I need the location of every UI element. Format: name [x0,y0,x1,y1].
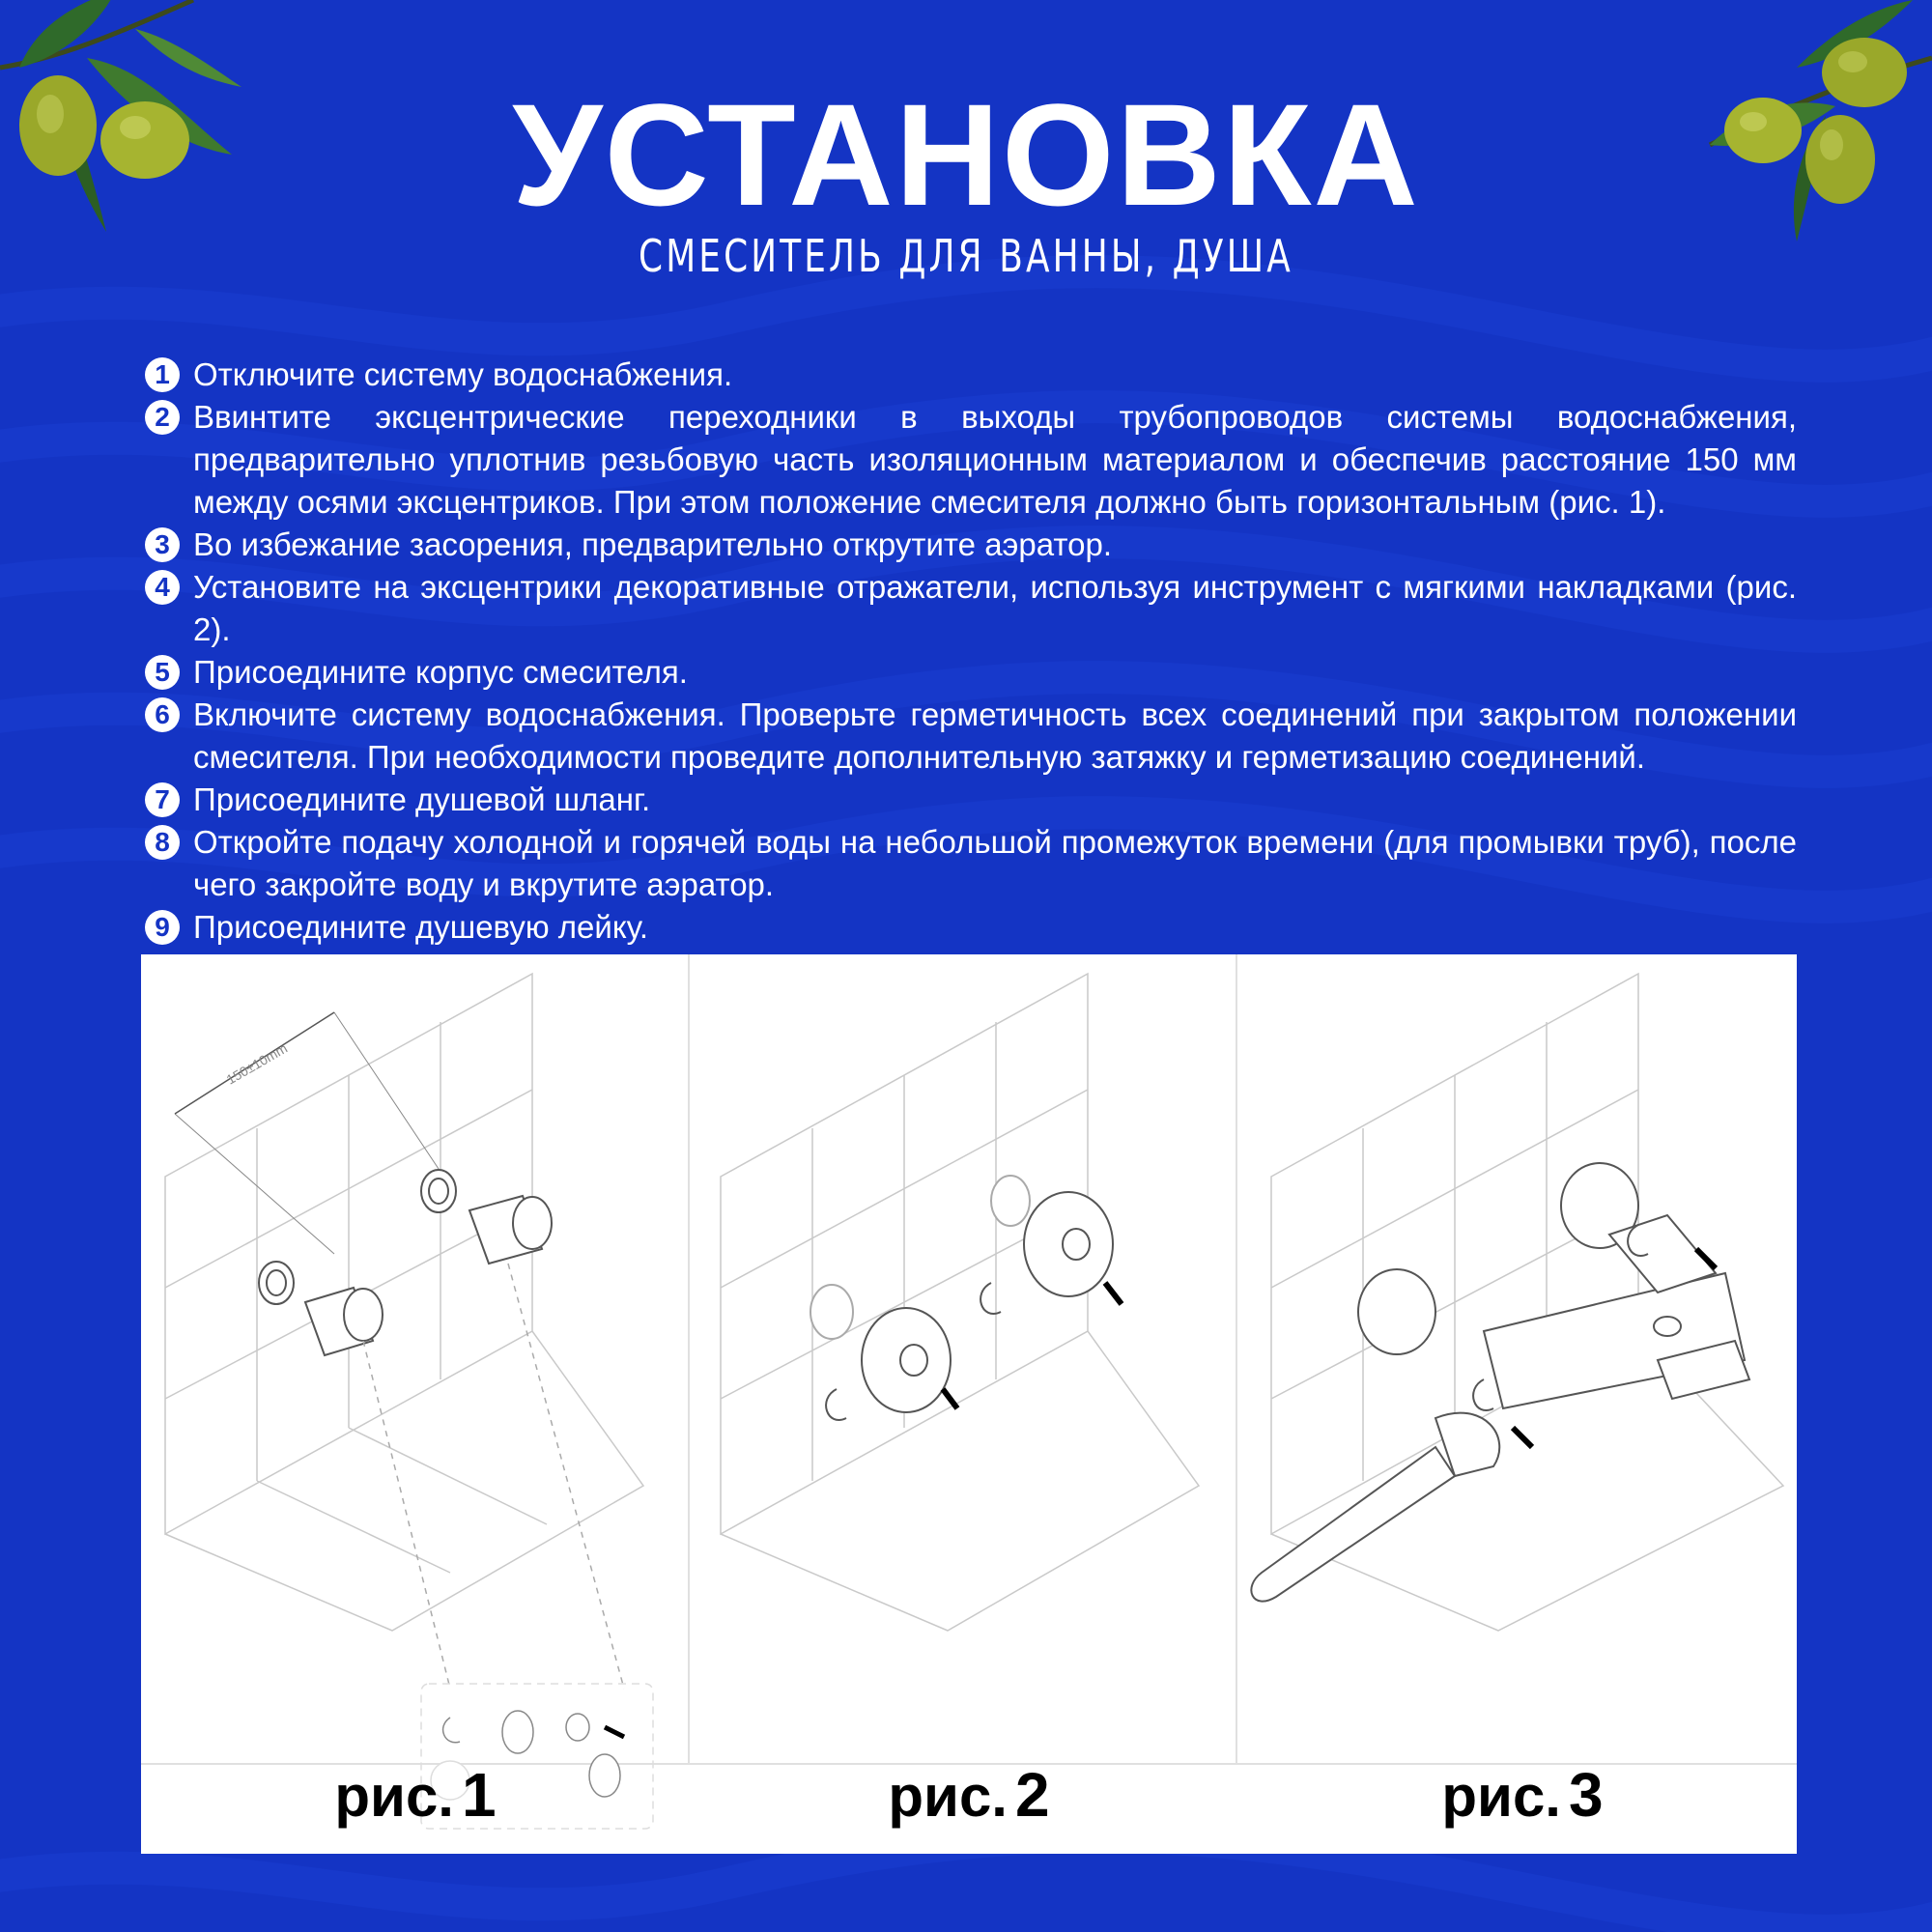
fig2-diagram [721,974,1199,1631]
step-text: Откройте подачу холодной и горячей воды на небольшой промежуток времени (для промывки труб), после чего закройте воду и вкрутите аэратор. [193,824,1797,902]
list-item [145,524,1797,566]
steps-list [145,354,1797,949]
list-item [145,651,1797,694]
figures-panel [141,954,1797,1854]
list-item [145,694,1797,779]
fig2-caption-number: 2 [1014,1760,1050,1830]
step-number: 9 [145,910,180,945]
page-title: УСТАНОВКА [512,73,1420,236]
fig1-caption [141,1760,690,1830]
fig3-faucet [1251,1163,1749,1602]
fig1-caption-prefix: рис. [334,1764,454,1829]
installation-diagrams [141,954,1797,1854]
step-number: 1 [145,357,180,392]
step-text: Ввинтите эксцентрические переходники в выходы трубопроводов системы водоснабжения, предварительно уплотнив резьбовую часть изоляционным материалом и обеспечив расстояние 150 мм между осями эксцентриков. При этом положение смесителя должно быть горизонтальным (рис. 1). [193,399,1797,520]
list-item [145,354,1797,396]
fig2-fittings [810,1176,1122,1420]
fig3-caption-number: 3 [1568,1760,1604,1830]
step-number: 6 [145,697,180,732]
step-number: 7 [145,782,180,817]
step-text: Включите систему водоснабжения. Проверьте герметичность всех соединений при закрытом положении смесителя. При необходимости проведите дополнительную затяжку и герметизацию соединений. [193,696,1797,775]
fig3-caption [1248,1760,1797,1830]
step-text: Отключите систему водоснабжения. [193,356,733,392]
list-item [145,821,1797,906]
list-item [145,396,1797,524]
step-number: 3 [145,527,180,562]
fig1-dimension-label: 150±10mm [223,1039,291,1088]
step-text: Установите на эксцентрики декоративные отражатели, используя инструмент с мягкими накладками (рис. 2). [193,569,1797,647]
step-number: 5 [145,655,180,690]
list-item [145,566,1797,651]
step-number: 2 [145,400,180,435]
step-text: Присоедините душевую лейку. [193,909,648,945]
fig2-caption-prefix: рис. [888,1764,1008,1829]
fig1-fittings [175,1012,624,1689]
page-subtitle: СМЕСИТЕЛЬ ДЛЯ ВАННЫ, ДУША [639,230,1293,282]
step-number: 4 [145,570,180,605]
list-item [145,906,1797,949]
step-text: Присоедините корпус смесителя. [193,654,688,690]
fig3-caption-prefix: рис. [1441,1764,1561,1829]
step-text: Присоедините душевой шланг. [193,781,651,817]
step-text: Во избежание засорения, предварительно открутите аэратор. [193,526,1112,562]
list-item [145,779,1797,821]
fig2-caption [695,1760,1243,1830]
fig1-caption-number: 1 [461,1760,497,1830]
step-number: 8 [145,825,180,860]
